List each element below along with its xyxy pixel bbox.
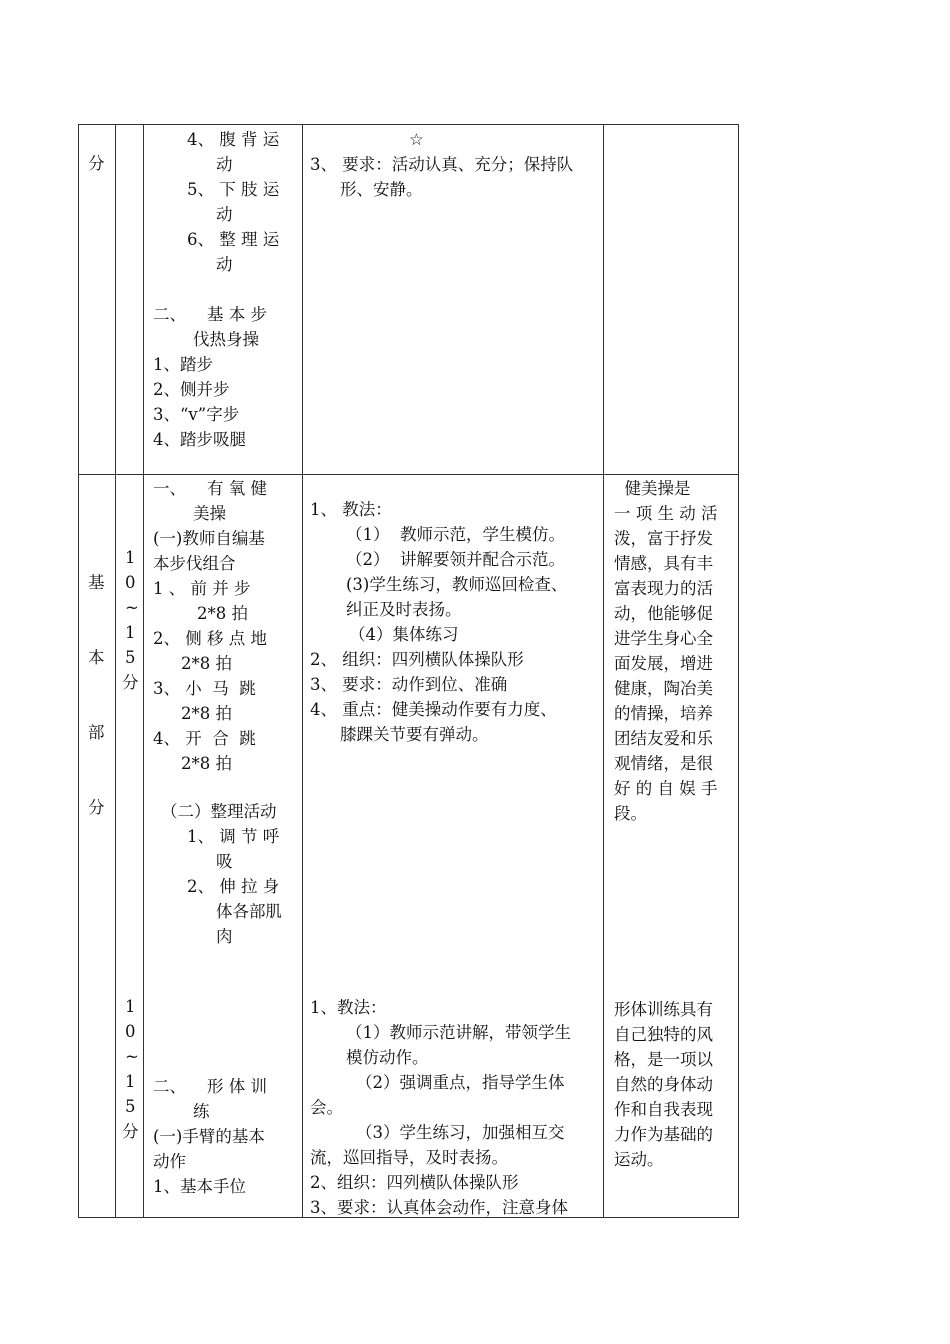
content-line: 一、 有 氧 健	[153, 479, 267, 498]
method-line: (3)学生练习，教师巡回检查、	[346, 575, 568, 594]
note-line: 面发展，增进	[614, 654, 713, 673]
method-line: （2）强调重点，指导学生体	[356, 1073, 565, 1092]
content-line: 3、“v”字步	[153, 405, 240, 424]
content-line: 4、 腹 背 运	[187, 130, 280, 149]
note-line: 一 项 生 动 活	[614, 504, 718, 523]
note-line: 动，他能够促	[614, 604, 713, 623]
note-line: 健美操是	[614, 479, 691, 498]
content-line: 4、 开 合 跳	[153, 729, 256, 748]
note-line: 健康，陶冶美	[614, 679, 713, 698]
content-line: 2、侧并步	[153, 380, 230, 399]
note-line: 段。	[614, 804, 647, 823]
method-line: 1、教法：	[310, 998, 387, 1017]
part-label: 分	[88, 154, 105, 173]
part-char: 部	[88, 723, 105, 742]
time-char: ~	[125, 1047, 139, 1066]
time-char: 0	[125, 1022, 136, 1041]
method-line: 2、组织：四列横队体操队形	[310, 1173, 519, 1192]
note-line: 团结友爱和乐	[614, 729, 713, 748]
star-icon: ☆	[409, 130, 424, 149]
content-line: 伐热身操	[193, 330, 259, 349]
content-line: 2、 侧 移 点 地	[153, 629, 267, 648]
time-char: 1	[125, 997, 136, 1016]
content-line: 本步伐组合	[153, 554, 236, 573]
method-line: 3、 要求：动作到位、准确	[310, 675, 508, 694]
time-char: 1	[125, 548, 136, 567]
content-line: 2*8 拍	[181, 704, 232, 723]
method-line: 1、 教法：	[310, 500, 392, 519]
time-char: 分	[122, 673, 139, 692]
time-char: 5	[125, 648, 136, 667]
content-line: (一)教师自编基	[153, 529, 265, 548]
part-char: 本	[88, 648, 105, 667]
method-line: 会。	[310, 1098, 343, 1117]
content-line: （二）整理活动	[161, 802, 277, 821]
content-line: 练	[193, 1102, 210, 1121]
content-line: 5、 下 肢 运	[187, 180, 280, 199]
content-line: 动	[216, 205, 233, 224]
note-line: 自然的身体动	[614, 1075, 713, 1094]
method-line: 形、安静。	[340, 180, 423, 199]
content-line: 3、 小 马 跳	[153, 679, 256, 698]
method-line: （3）学生练习，加强相互交	[356, 1123, 565, 1142]
method-line: 3、要求：认真体会动作，注意身体	[310, 1198, 568, 1217]
content-line: 2*8 拍	[181, 654, 232, 673]
time-char: 5	[125, 1097, 136, 1116]
method-line: 流，巡回指导，及时表扬。	[310, 1148, 508, 1167]
method-line: （1）教师示范讲解，带领学生	[346, 1023, 571, 1042]
time-char: 分	[122, 1122, 139, 1141]
content-line: 吸	[216, 852, 233, 871]
note-line: 的情操，培养	[614, 704, 713, 723]
method-line: （2） 讲解要领并配合示范。	[346, 550, 565, 569]
method-line: 3、 要求：活动认真、充分；保持队	[310, 155, 574, 174]
table-row-main	[79, 474, 738, 1219]
note-line: 好 的 自 娱 手	[614, 779, 718, 798]
content-line: 1、基本手位	[153, 1177, 246, 1196]
content-line: 2*8 拍	[197, 604, 248, 623]
table-row-warmup	[79, 125, 738, 474]
content-line: 6、 整 理 运	[187, 230, 280, 249]
method-line: 模仿动作。	[346, 1048, 429, 1067]
note-line: 运动。	[614, 1150, 664, 1169]
content-line: 动	[216, 155, 233, 174]
note-line: 自己独特的风	[614, 1025, 713, 1044]
content-line: 2*8 拍	[181, 754, 232, 773]
content-line: 体各部肌	[216, 902, 282, 921]
content-line: 二、 形 体 训	[153, 1077, 267, 1096]
method-line: （1） 教师示范，学生模仿。	[346, 525, 565, 544]
time-char: 1	[125, 623, 136, 642]
content-line: 动作	[153, 1152, 186, 1171]
content-line: 美操	[193, 504, 226, 523]
content-line: 1、 调 节 呼	[187, 827, 280, 846]
lesson-plan-table	[78, 124, 739, 1218]
content-line: 二、 基 本 步	[153, 305, 267, 324]
note-line: 进学生身心全	[614, 629, 713, 648]
note-line: 情感，具有丰	[614, 554, 713, 573]
content-line: 动	[216, 255, 233, 274]
content-line: 1、踏步	[153, 355, 213, 374]
time-char: 1	[125, 1072, 136, 1091]
note-line: 力作为基础的	[614, 1125, 713, 1144]
note-line: 富表现力的活	[614, 579, 713, 598]
method-line: （4）集体练习	[349, 625, 459, 644]
content-line: 肉	[216, 927, 233, 946]
content-line: 1 、 前 并 步	[153, 579, 251, 598]
method-line: 膝踝关节要有弹动。	[340, 725, 489, 744]
content-line: 4、踏步吸腿	[153, 430, 246, 449]
content-line: 2、 伸 拉 身	[187, 877, 280, 896]
time-char: 0	[125, 573, 136, 592]
method-line: 2、 组织：四列横队体操队形	[310, 650, 524, 669]
method-line: 纠正及时表扬。	[346, 600, 462, 619]
part-char: 基	[88, 573, 105, 592]
time-char: ~	[125, 598, 139, 617]
note-line: 泼，富于抒发	[614, 529, 713, 548]
method-line: 4、 重点：健美操动作要有力度、	[310, 700, 557, 719]
note-line: 观情绪，是很	[614, 754, 713, 773]
note-line: 形体训练具有	[614, 1000, 713, 1019]
part-char: 分	[88, 798, 105, 817]
note-line: 格，是一项以	[614, 1050, 713, 1069]
note-line: 作和自我表现	[614, 1100, 713, 1119]
content-line: (一)手臂的基本	[153, 1127, 265, 1146]
